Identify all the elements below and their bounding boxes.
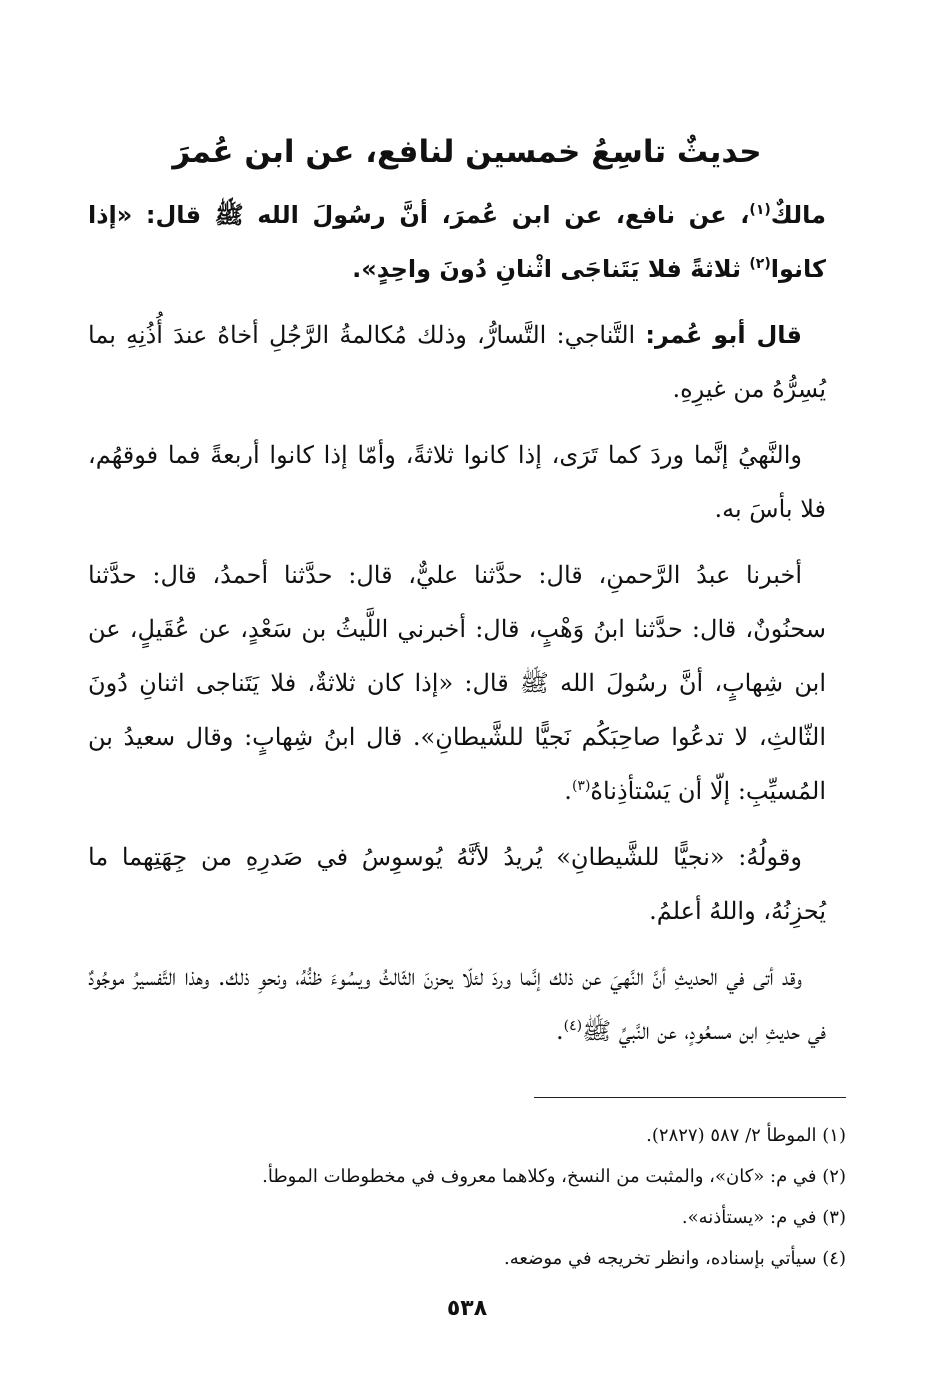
paragraph-explanation	[88, 830, 826, 938]
paragraph-text: وقولُهُ: «نجيًّا للشَّيطانِ» يُريدُ لأنَّهُ يُوسوِسُ في صَدرِهِ من جِهَتِهما ما يُحزِنُهُ، واللهُ أعلمُ.	[88, 843, 826, 925]
page-number: ٥٣٨	[446, 1296, 488, 1321]
hadith-matn: ثلاثةً فلا يَتَناجَى اثْنانِ دُونَ واحِدٍ».	[352, 255, 750, 283]
paragraph-conclusion	[88, 950, 826, 1058]
footnote-ref-2[interactable]: (٢)	[749, 256, 771, 272]
main-text	[88, 188, 826, 1070]
paragraph-end: .	[564, 777, 572, 805]
footnote-ref-4[interactable]: (٤)	[563, 1018, 583, 1034]
paragraph-text: التَّناجي: التَّسارُّ، وذلك مُكالمةُ الرَّجُلِ أخاهُ عندَ أُذُنِهِ بما يُسِرُّهُ من غيرِهِ.	[88, 321, 826, 403]
paragraph-abu-umar	[88, 308, 826, 416]
paragraph-text: أخبرنا عبدُ الرَّحمنِ، قال: حدَّثنا عليٌّ، قال: حدَّثنا أحمدُ، قال: حدَّثنا سحنُونٌ، قال: حدَّثنا ابنُ وَهْبٍ، قال: أخبرني اللَّيثُ بن سَعْدٍ، عن عُقَيلٍ، عن ابن شِهابٍ، أنَّ رسُولَ الله ﷺ قال: «إذا كان ثلاثةٌ، فلا يَتَناجى اثنانِ دُونَ الثّالثِ، لا تدعُوا صاحِبَكُم نَجيًّا للشَّيطانِ». قال ابنُ شِهابٍ: وقال سعيدُ بن المُسيِّبِ: إلّا أن يَسْتأذِناهُ	[88, 561, 826, 805]
narrator-name: مالكٌ	[770, 201, 826, 229]
paragraph-prohibition	[88, 428, 826, 536]
paragraph-hadith-text	[88, 188, 826, 296]
narrator-lead	[88, 201, 826, 283]
footnote-1: (١) الموطأ ٢/ ٥٨٧ (٢٨٢٧).	[646, 1125, 846, 1146]
footnote-divider	[534, 1097, 846, 1098]
footnote-ref-1[interactable]: (١)	[749, 202, 771, 218]
footnote-4: (٤) سيأتي بإسناده، وانظر تخريجه في موضعه.	[504, 1248, 846, 1269]
paragraph-text: وقد أتى في الحديثِ أنَّ النَّهيَ عن ذلك إنَّما وردَ لئلّا يحزنَ الثّالثُ ويسُوءَ ظنُّهُ، ونحوِ ذلك. وهذا التَّفسيرُ موجُودٌ في حديثِ ابن مسعُودٍ، عن النَّبيِّ ﷺ	[88, 963, 826, 1045]
footnote-3: (٣) في م: «يستأذنه».	[681, 1207, 846, 1228]
paragraph-end: .	[556, 1017, 564, 1045]
hadith-chain: ، عن نافع، عن ابن عُمرَ، أنَّ رسُولَ الله ﷺ قال: «إذا كانوا	[88, 201, 826, 283]
paragraph-lead: قال أبو عُمر:	[645, 321, 802, 349]
footnote-ref-3[interactable]: (٣)	[571, 778, 591, 794]
paragraph-text: والنَّهيُ إنَّما وردَ كما تَرَى، إذا كانوا ثلاثةً، وأمّا إذا كانوا أربعةً فما فوقهُم، فلا بأسَ به.	[88, 441, 826, 523]
footnote-2: (٢) في م: «كان»، والمثبت من النسخ، وكلاهما معروف في مخطوطات الموطأ.	[262, 1166, 846, 1187]
footnotes	[88, 1118, 846, 1282]
hadith-title: حديثٌ تاسِعُ خمسين لنافع، عن ابن عُمرَ	[172, 133, 762, 170]
paragraph-isnad	[88, 548, 826, 818]
